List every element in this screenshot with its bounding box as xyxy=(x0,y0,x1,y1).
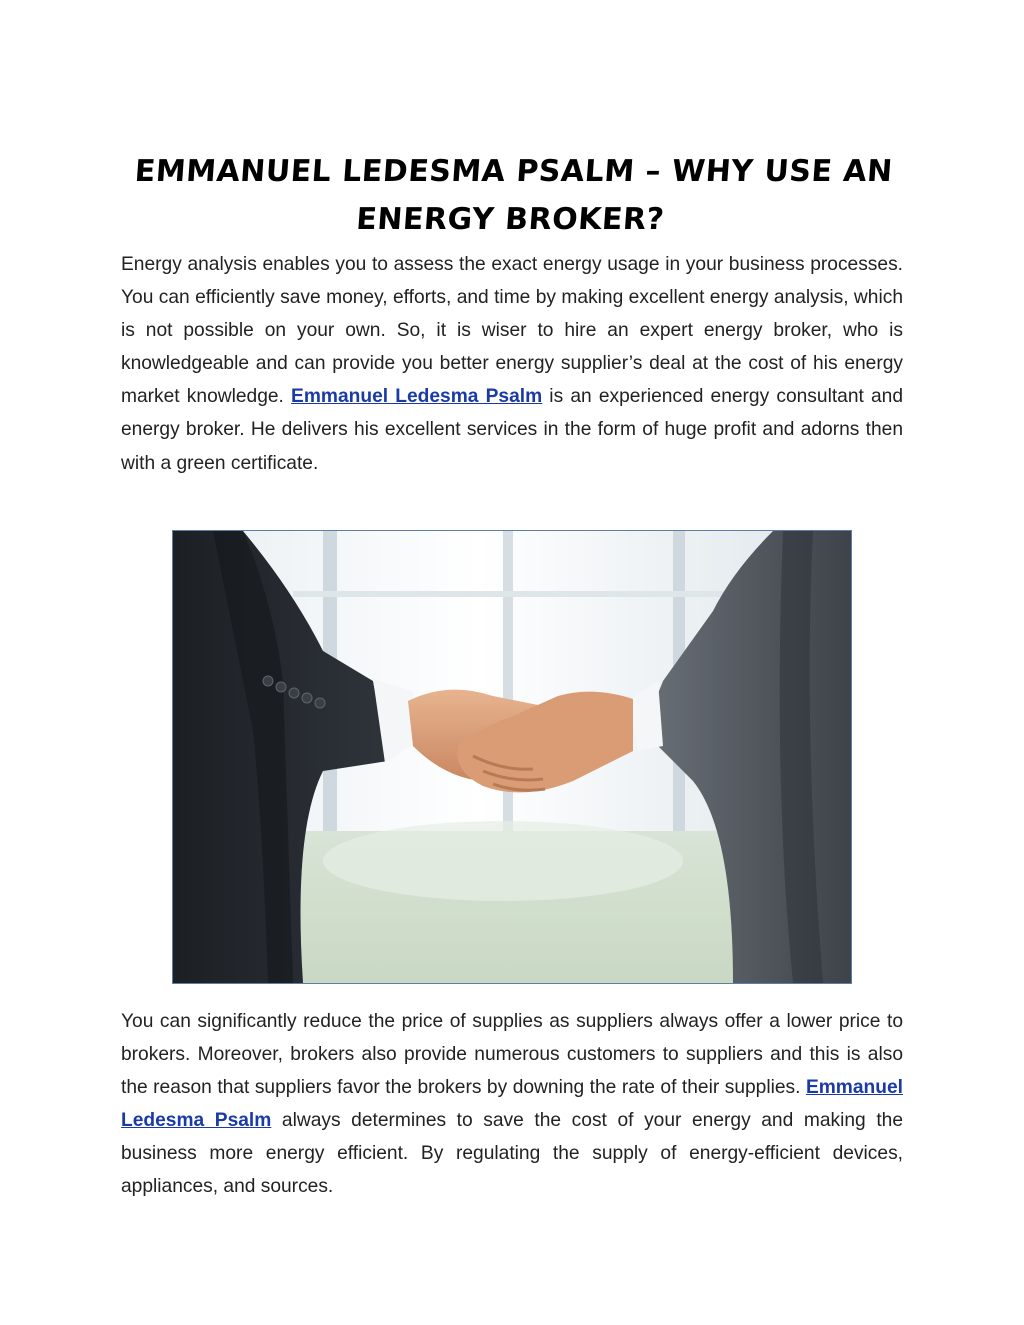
handshake-photo xyxy=(172,530,852,984)
paragraph-supplies-text-after: always determines to save the cost of your energy and making the business more energy efficient. By regulating the supply of energy-efficient devices, appliances, and sources. xyxy=(121,1110,903,1198)
paragraph-intro xyxy=(121,248,903,480)
paragraph-intro-text-after: is an experienced energy consultant and energy broker. He delivers his excellent services in the form of huge profit and adorns then with a green certificate. xyxy=(121,386,904,474)
paragraph-supplies xyxy=(121,1005,903,1204)
paragraph-intro-text-before: Energy analysis enables you to assess the exact energy usage in your business processes. You can efficiently save money, efforts, and time by making excellent energy analysis, which is not possible on your own. So, it is wiser to hire an expert energy broker, who is knowledgeable and can provide you better energy supplier’s deal at the cost of his energy market knowledge. xyxy=(121,254,903,408)
paragraph-supplies-text-before: You can significantly reduce the price of supplies as suppliers always offer a lower price to brokers. Moreover, brokers also provide numerous customers to suppliers and this is also the reason that suppliers favor the brokers by downing the rate of their supplies. xyxy=(121,1011,903,1099)
emmanuel-ledesma-psalm-link-1[interactable]: Emmanuel Ledesma Psalm xyxy=(291,386,543,408)
handshake-photo-illustration xyxy=(173,531,851,983)
emmanuel-ledesma-psalm-link-2[interactable]: Emmanuel Ledesma Psalm xyxy=(121,1077,903,1132)
page-title: EMMANUEL LEDESMA PSALM – WHY USE AN ENERGY BROKER? xyxy=(133,154,894,238)
